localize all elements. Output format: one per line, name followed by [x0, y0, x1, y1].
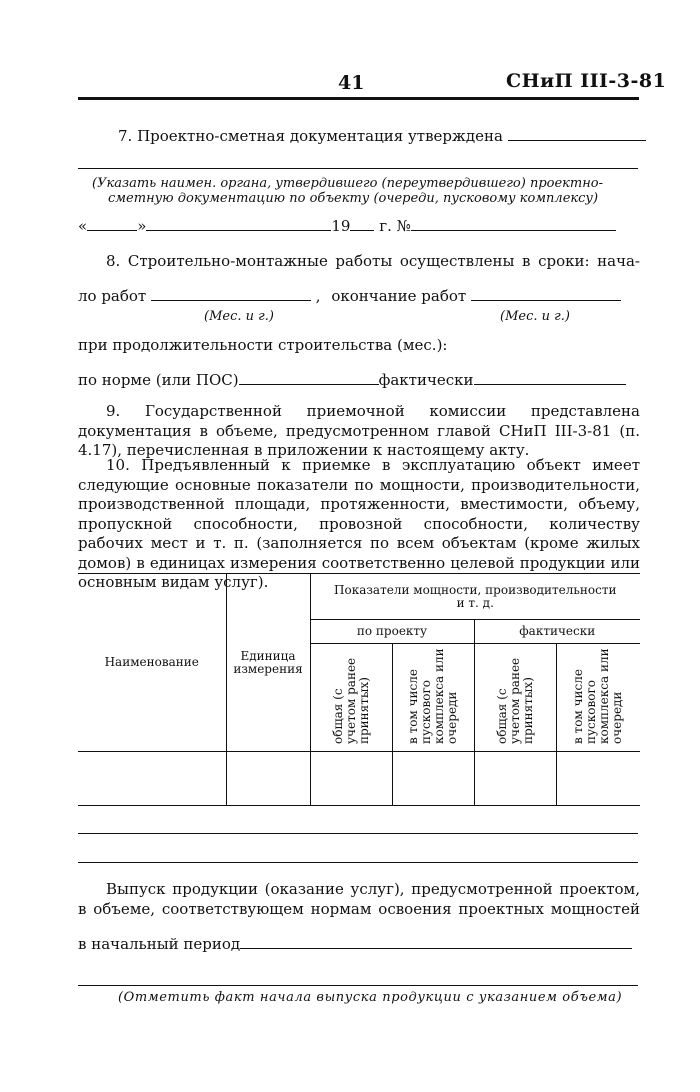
- capacity-table: [78, 573, 640, 806]
- actual-header: фактически: [474, 620, 640, 644]
- output-line2: в объеме, соответствующем нормам освоения проектных мощностей: [78, 900, 640, 918]
- output-line3: [78, 934, 632, 953]
- page-number: 41: [338, 72, 365, 94]
- number-blank[interactable]: [411, 216, 616, 231]
- col-unit-header: Единица измерения: [226, 574, 310, 752]
- cell-total-project[interactable]: [310, 752, 392, 806]
- header-rule: [78, 97, 639, 100]
- item8-line2: [78, 286, 621, 305]
- item9-paragraph: 9. Государственной приемочной комиссии представлена документация в объеме, предусмотренном главой СНиП III-3-81 (п. 4.17), перечисленная в приложении к настоящему акту.: [78, 402, 640, 459]
- sub-launch-actual: в том числе пускового комплекса или очереди: [556, 644, 640, 752]
- output-line1: Выпуск продукции (оказание услуг), предусмотренной проектом,: [106, 880, 640, 898]
- norm-line: [78, 370, 626, 389]
- item8-line1: 8. Строительно-монтажные работы осуществлены в сроки: нача-: [106, 252, 640, 270]
- table-row: [78, 752, 640, 806]
- year-prefix: 19: [331, 217, 351, 235]
- item7-organ-line[interactable]: [78, 168, 638, 169]
- norm-blank[interactable]: [239, 370, 379, 385]
- cell-total-actual[interactable]: [474, 752, 556, 806]
- by-project-header: по проекту: [310, 620, 474, 644]
- comma: ,: [315, 287, 321, 305]
- output-fact-line[interactable]: [78, 985, 638, 986]
- number-sign: №: [396, 217, 411, 235]
- initial-period-blank[interactable]: [240, 934, 632, 949]
- sub-total-actual: общая (с учетом ранее принятых): [474, 644, 556, 752]
- table-continuation-line-1[interactable]: [78, 833, 638, 834]
- end-blank[interactable]: [471, 286, 621, 301]
- year-blank[interactable]: [350, 216, 374, 231]
- start-label: ло работ: [78, 287, 147, 305]
- sub-launch-project: в том числе пускового комплекса или очереди: [392, 644, 474, 752]
- end-label: окончание работ: [331, 287, 467, 305]
- start-hint: (Мес. и г.): [204, 309, 274, 324]
- norm-label: по норме (или ПОС): [78, 371, 239, 389]
- table-continuation-line-2[interactable]: [78, 862, 638, 863]
- cell-name[interactable]: [78, 752, 226, 806]
- group-header: Показатели мощности, производительности и т. д.: [310, 574, 640, 620]
- cell-unit[interactable]: [226, 752, 310, 806]
- item7-note-1: (Указать наимен. органа, утвердившего (переутвердившего) проектно-: [92, 176, 604, 191]
- cell-launch-project[interactable]: [392, 752, 474, 806]
- open-quote: «: [78, 217, 88, 235]
- output-footnote: (Отметить факт начала выпуска продукции с указанием объема): [118, 990, 623, 1005]
- item7-date-line: [78, 216, 616, 235]
- item7-note-2: сметную документацию по объекту (очереди, пусковому комплексу): [108, 191, 599, 206]
- item7-line: [118, 126, 646, 145]
- item7-text: 7. Проектно-сметная документация утверждена: [118, 127, 503, 145]
- year-suffix: г.: [379, 217, 392, 235]
- item7-blank[interactable]: [508, 126, 646, 141]
- document-code: СНиП III-3-81: [506, 70, 667, 92]
- initial-period-label: в начальный период: [78, 935, 241, 953]
- col-name-header: Наименование: [78, 574, 226, 752]
- start-blank[interactable]: [151, 286, 311, 301]
- sub-total-project: общая (с учетом ранее принятых): [310, 644, 392, 752]
- month-blank[interactable]: [146, 216, 331, 231]
- actual-blank[interactable]: [474, 370, 626, 385]
- end-hint: (Мес. и г.): [500, 309, 570, 324]
- day-blank[interactable]: [87, 216, 137, 231]
- close-quote: »: [137, 217, 147, 235]
- cell-launch-actual[interactable]: [556, 752, 640, 806]
- actual-label: фактически: [378, 371, 474, 389]
- duration-label: при продолжительности строительства (мес.):: [78, 336, 448, 354]
- item10-paragraph: 10. Предъявленный к приемке в эксплуатацию объект имеет следующие основные показатели по мощности, производительности, производственной площади, протяженности, вместимости, объему, пропускной способности, провозной способности, количеству рабочих мест и т. п. (заполняется по всем объектам (кроме жилых домов) в единицах измерения соответственно целевой продукции или основным видам услуг).: [78, 456, 640, 591]
